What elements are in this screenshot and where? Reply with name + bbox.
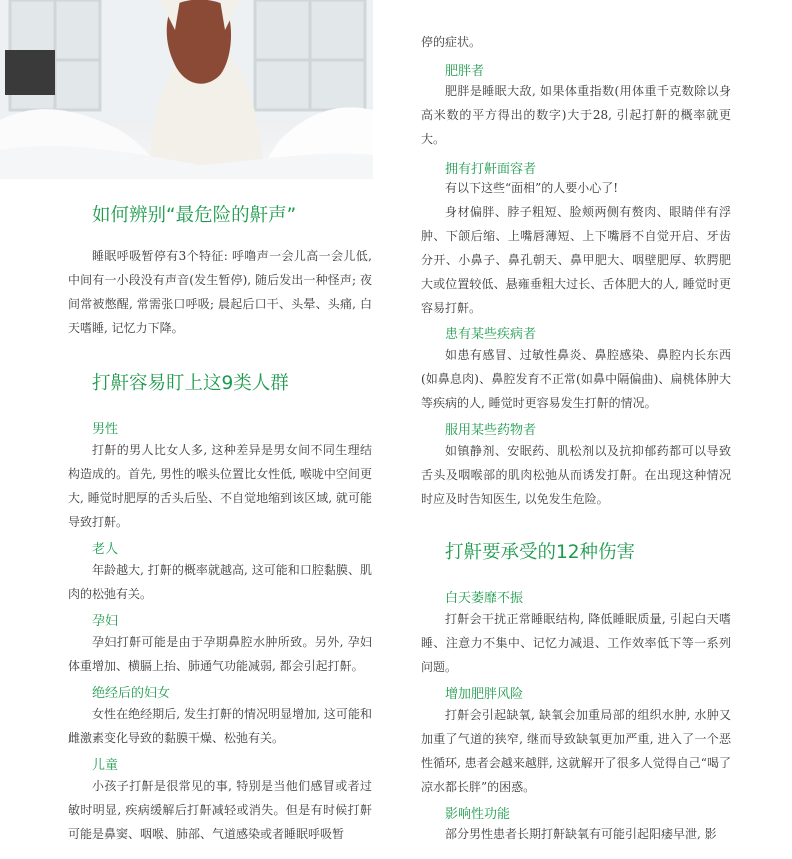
paragraph-daytime-fatigue: 打鼾会干扰正常睡眠结构, 降低睡眠质量, 引起白天嗜睡、注意力不集中、记忆力减退、工作效率低下等一系列问题。 [421, 612, 731, 674]
subheading-pregnant: 孕妇 [92, 614, 119, 629]
subheading-children: 儿童 [92, 758, 119, 773]
subheading-diseases: 患有某些疾病者 [445, 327, 537, 342]
paragraph-male: 打鼾的男人比女人多, 这种差异是男女间不同生理结构造成的。首先, 男性的喉头位置比女性低, 喉咙中空间更大, 睡觉时肥厚的舌头后坠、不自觉地缩到该区域, 就可能导致打鼾。 [68, 443, 372, 529]
paragraph-elderly: 年龄越大, 打鼾的概率就越高, 这可能和口腔黏膜、肌肉的松弛有关。 [68, 563, 372, 601]
subheading-male: 男性 [92, 422, 119, 437]
subheading-postmenopausal: 绝经后的妇女 [92, 686, 171, 701]
hero-photo [0, 0, 373, 179]
paragraph-children: 小孩子打鼾是很常见的事, 特别是当他们感冒或者过敏时明显, 疾病缓解后打鼾减轻或消失。但是有时候打鼾可能是鼻窦、咽喉、肺部、气道感染或者睡眠呼吸暂 [68, 779, 372, 841]
section-title-dangerous-snoring: 如何辨别“最危险的鼾声” [92, 205, 297, 226]
bedroom-illustration [0, 0, 373, 179]
paragraph-obese: 肥胖是睡眠大敌, 如果体重指数(用体重千克数除以身高米数的平方得出的数字)大于28, 引起打鼾的概率就更大。 [421, 84, 731, 146]
paragraph-snoring-face-lead: 有以下这些“面相”的人要小心了! [445, 181, 619, 195]
paragraph-obesity-risk: 打鼾会引起缺氧, 缺氧会加重局部的组织水肿, 水肿又加重了气道的狭窄, 继而导致缺氧更加严重, 进入了一个恶性循环, 患者会越来越胖, 这就解开了很多人觉得自己“喝了凉水都长胖”的困惑。 [421, 708, 731, 794]
subheading-daytime-fatigue: 白天萎靡不振 [445, 591, 524, 606]
section-title-9-groups: 打鼾容易盯上这9类人群 [92, 373, 289, 394]
paragraph-medications: 如镇静剂、安眠药、肌松剂以及抗抑郁药都可以导致舌头及咽喉部的肌肉松弛从而诱发打鼾。在出现这种情况时应及时告知医生, 以免发生危险。 [421, 444, 731, 506]
subheading-snoring-face: 拥有打鼾面容者 [445, 162, 537, 177]
paragraph-sexual-function: 部分男性患者长期打鼾缺氧有可能引起阳痿早泄, 影 [445, 827, 717, 841]
paragraph-continuation: 停的症状。 [421, 35, 482, 49]
subheading-sexual-function: 影响性功能 [445, 807, 511, 822]
paragraph-pregnant: 孕妇打鼾可能是由于孕期鼻腔水肿所致。另外, 孕妇体重增加、横膈上抬、肺通气功能减弱, 都会引起打鼾。 [68, 635, 372, 673]
subheading-elderly: 老人 [92, 542, 119, 557]
subheading-obesity-risk: 增加肥胖风险 [445, 687, 524, 702]
paragraph-snoring-face: 身材偏胖、脖子粗短、脸颊两侧有赘肉、眼睛伴有浮肿、下颌后缩、上嘴唇薄短、上下嘴唇不自觉开启、牙齿分开、小鼻子、鼻孔朝天、鼻甲肥大、咽壁肥厚、软腭肥大或位置较低、悬雍垂粗大过长、舌体肥大的人, 睡觉时更容易打鼾。 [421, 205, 731, 315]
subheading-obese: 肥胖者 [445, 64, 485, 79]
paragraph-postmenopausal: 女性在绝经期后, 发生打鼾的情况明显增加, 这可能和雌激素变化导致的黏膜干燥、松弛有关。 [68, 707, 372, 745]
paragraph-apnea-features: 睡眠呼吸暂停有3个特征: 呼噜声一会儿高一会儿低, 中间有一小段没有声音(发生暂停), 随后发出一种怪声; 夜间常被憋醒, 常需张口呼吸; 晨起后口干、头晕、头痛, 白天嗜睡, 记忆力下降。 [68, 249, 372, 335]
paragraph-diseases: 如患有感冒、过敏性鼻炎、鼻腔感染、鼻腔内长东西(如鼻息肉)、鼻腔发育不正常(如鼻中隔偏曲)、扁桃体肿大等疾病的人, 睡觉时更容易发生打鼾的情况。 [421, 348, 731, 410]
section-title-12-harms: 打鼾要承受的12种伤害 [445, 542, 636, 563]
subheading-medications: 服用某些药物者 [445, 423, 537, 438]
